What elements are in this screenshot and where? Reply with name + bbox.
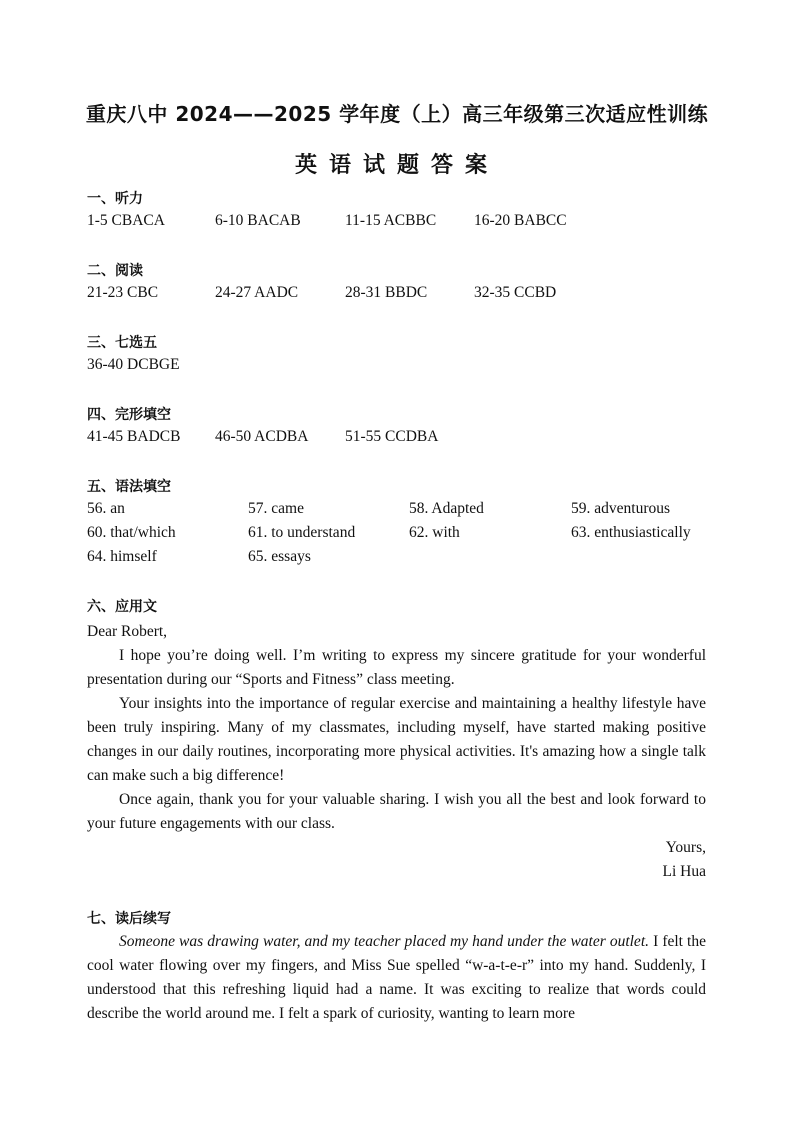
answer-group: 51-55 CCDBA — [345, 428, 439, 445]
answer-group: 28-31 BBDC — [345, 284, 428, 301]
continuation-text: I felt the cool water flowing over my fingers, and Miss Sue spelled “w-a-t-e-r” into my hand. Suddenly, I understood that this refreshing liquid had a name. It was exciting to realize that words could describe the world around me. I felt a spark of curiosity, wanting to learn more — [87, 933, 706, 1022]
answer-group: 11-15 ACBBC — [345, 212, 437, 229]
section-heading-continuation: 七、读后续写 — [87, 911, 171, 927]
grammar-answer: 64. himself — [87, 548, 157, 565]
continuation-paragraph — [87, 930, 706, 1026]
section-heading-writing: 六、应用文 — [87, 599, 157, 615]
section-heading-reading: 二、阅读 — [87, 263, 143, 279]
answer-group: 16-20 BABCC — [474, 212, 567, 229]
continuation-sample — [87, 930, 706, 1026]
continuation-prompt: Someone was drawing water, and my teacher placed my hand under the water outlet. — [119, 933, 649, 950]
grammar-answer: 62. with — [409, 524, 460, 541]
grammar-answer: 56. an — [87, 500, 125, 517]
letter-paragraph: Once again, thank you for your valuable sharing. I wish you all the best and look forward to your future engagements with our class. — [87, 791, 706, 832]
section-heading-cloze: 四、完形填空 — [87, 407, 171, 423]
answer-group: 32-35 CCBD — [474, 284, 557, 301]
grammar-answer: 65. essays — [248, 548, 311, 565]
answer-group: 41-45 BADCB — [87, 428, 181, 445]
answer-group: 24-27 AADC — [215, 284, 299, 301]
section-heading-listening: 一、听力 — [87, 191, 143, 207]
letter-salutation: Dear Robert, — [87, 623, 168, 640]
section-heading-seven-choose-five: 三、七选五 — [87, 335, 157, 351]
grammar-answer: 58. Adapted — [409, 500, 484, 517]
section-heading-grammar: 五、语法填空 — [87, 479, 171, 495]
grammar-answer: 59. adventurous — [571, 500, 671, 517]
letter-paragraph: Your insights into the importance of regular exercise and maintaining a healthy lifestyle have been truly inspiring. Many of my classmates, including myself, have started making positive changes in our daily routines, incorporating more physical activities. It's amazing how a single talk can make such a big difference! — [87, 695, 706, 784]
answer-group: 6-10 BACAB — [215, 212, 301, 229]
sample-letter — [87, 620, 706, 884]
letter-closing: Yours, — [665, 839, 706, 856]
page-title: 重庆八中 2024——2025 学年度（上）高三年级第三次适应性训练 — [85, 102, 709, 126]
grammar-answer: 63. enthusiastically — [571, 524, 691, 541]
answer-group: 46-50 ACDBA — [215, 428, 309, 445]
answer-group: 1-5 CBACA — [87, 212, 165, 229]
letter-paragraph: I hope you’re doing well. I’m writing to express my sincere gratitude for your wonderful presentation during our “Sports and Fitness” class meeting. — [87, 647, 706, 688]
page-subtitle: 英语试题答案 — [294, 153, 499, 178]
grammar-answer: 57. came — [248, 500, 304, 517]
grammar-answer: 60. that/which — [87, 524, 176, 541]
grammar-answer: 61. to understand — [248, 524, 356, 541]
answer-group: 21-23 CBC — [87, 284, 159, 301]
letter-signature: Li Hua — [662, 863, 706, 880]
answer-group: 36-40 DCBGE — [87, 356, 180, 373]
